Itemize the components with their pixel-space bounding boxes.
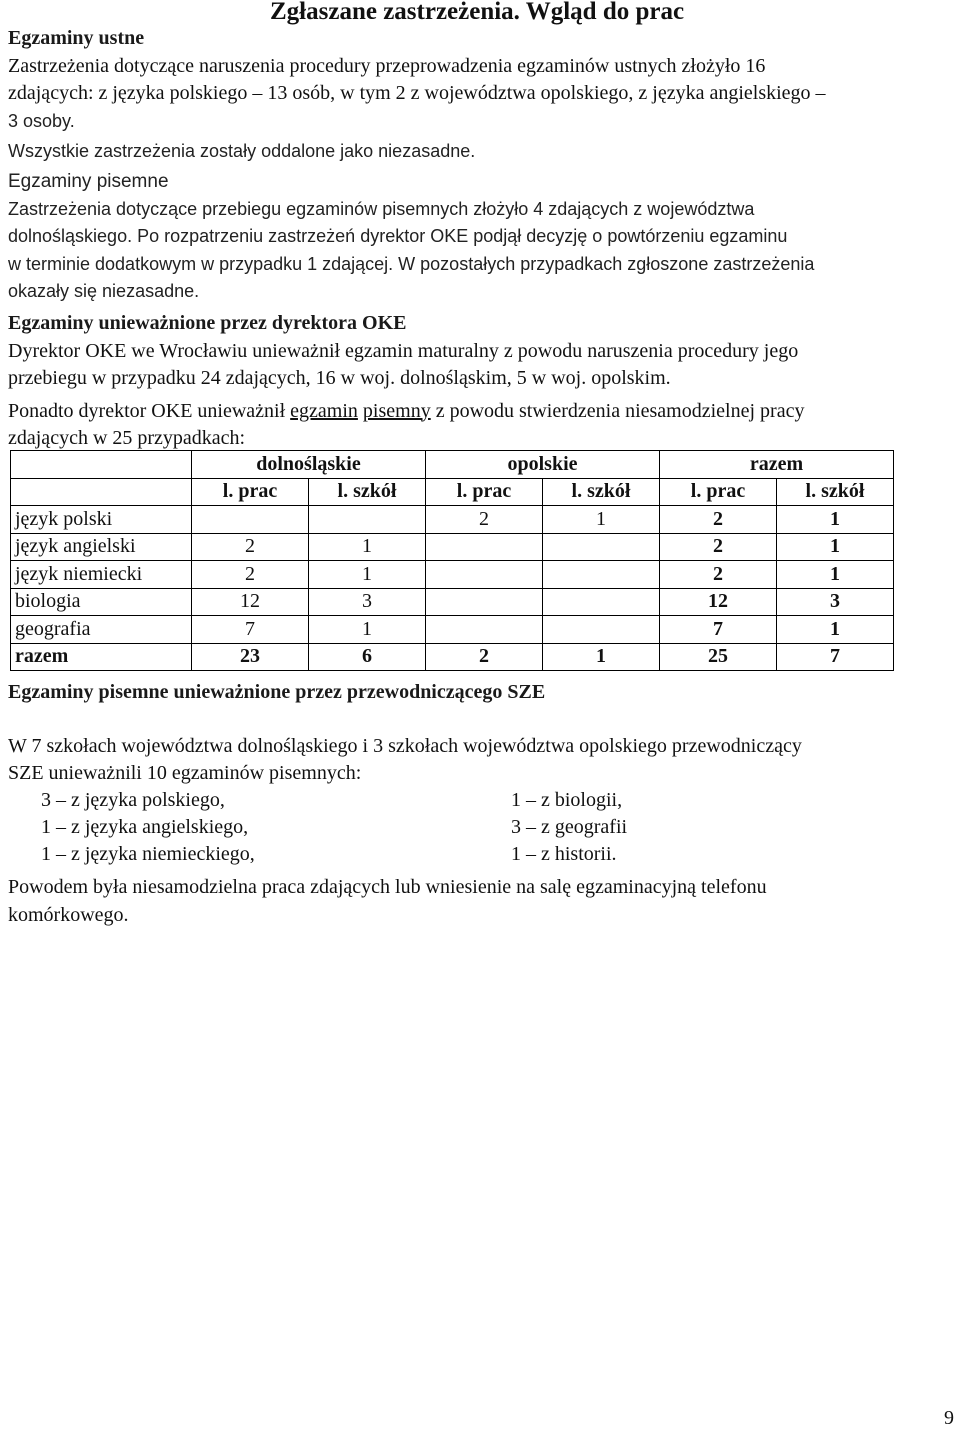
table-cell: 2 [660,533,777,561]
table-cell: 2 [192,561,309,589]
table-cell: 6 [309,643,426,671]
table-cell: 2 [192,533,309,561]
annulled-paragraph-line: przebiegu w przypadku 24 zdających, 16 w woj. dolnośląskim, 5 w woj. opolskim. [8,367,671,389]
table-row [11,533,894,561]
group-header: dolnośląskie [192,451,426,479]
table-cell [426,561,543,589]
row-label: razem [11,643,192,671]
underlined-word: egzamin [290,399,358,422]
table-cell [543,533,660,561]
table-cell: 2 [660,561,777,589]
table-cell: 3 [309,588,426,616]
table-cell: 1 [543,643,660,671]
table-cell: 1 [309,561,426,589]
row-label: język angielski [11,533,192,561]
table-cell [543,616,660,644]
written-section [8,168,938,306]
table-cell: 7 [192,616,309,644]
row-label: biologia [11,588,192,616]
table-cell: 1 [309,533,426,561]
table-cell [192,506,309,534]
reason-line: komórkowego. [8,903,129,926]
reason-line: Powodem była niesamodzielna praca zdających lub wniesienie na salę egzaminacyjną telefonu [8,876,767,898]
list-item: 1 – z języka niemieckiego, [41,843,255,865]
underlined-word: pisemny [362,399,431,422]
annulled-paragraph-line: zdających w 25 przypadkach: [8,427,246,449]
table-cell: 1 [543,506,660,534]
sze-paragraph-line: SZE unieważnili 10 egzaminów pisemnych: [8,762,362,784]
annulled-text: Ponadto dyrektor OKE unieważnił [8,399,291,422]
subheader: l. szkół [309,478,426,506]
annulled-section [8,310,938,453]
written-paragraph-line: w terminie dodatkowym w przypadku 1 zdającej. W pozostałych przypadkach zgłoszone zastrzeżenia [8,253,815,274]
table-cell [543,561,660,589]
table-row [11,561,894,589]
table-cell: 23 [192,643,309,671]
annulled-heading: Egzaminy unieważnione przez dyrektora OKE [8,312,407,334]
list-item: 1 – z historii. [511,843,617,865]
written-paragraph-line: Zastrzeżenia dotyczące przebiegu egzaminów pisemnych złożyło 4 zdających z województwa [8,198,755,219]
table-cell: 12 [192,588,309,616]
table-cell: 1 [777,533,894,561]
page-number: 9 [944,1407,954,1429]
sze-section [8,679,938,788]
table-cell: 2 [426,643,543,671]
table-cell: 3 [777,588,894,616]
page-title: Zgłaszane zastrzeżenia. Wgląd do prac [270,0,685,25]
table-cell: 12 [660,588,777,616]
table-cell: 2 [426,506,543,534]
oral-heading: Egzaminy ustne [8,27,145,49]
list-item: 1 – z biologii, [511,789,623,811]
subheader: l. prac [660,478,777,506]
oral-paragraph-line: 3 osoby. [8,110,75,131]
row-label: język polski [11,506,192,534]
table-total-row [11,643,894,671]
list-item: 3 – z języka polskiego, [41,789,225,811]
table-cell [543,588,660,616]
annulled-paragraph-line: Dyrektor OKE we Wrocławiu unieważnił egzamin maturalny z powodu naruszenia procedury jego [8,339,799,362]
subheader: l. prac [426,478,543,506]
sze-reason [8,874,938,929]
table-cell: 2 [660,506,777,534]
table-row [11,616,894,644]
table-row [11,588,894,616]
subheader: l. szkół [777,478,894,506]
written-paragraph-line: okazały się niezasadne. [8,281,200,301]
list-item: 1 – z języka angielskiego, [41,816,249,838]
oral-paragraph-line: Zastrzeżenia dotyczące naruszenia procedury przeprowadzenia egzaminów ustnych złożyło 16 [8,54,766,77]
subheader: l. prac [192,478,309,506]
annulled-text: z powodu stwierdzenia niesamodzielnej pracy [430,399,805,422]
written-heading: Egzaminy pisemne [8,171,169,192]
group-header: razem [660,451,894,479]
table-cell [309,506,426,534]
table-cell [426,533,543,561]
group-header: opolskie [426,451,660,479]
table-cell [426,616,543,644]
table-cell [426,588,543,616]
sze-heading: Egzaminy pisemne unieważnione przez przewodniczącego SZE [8,681,546,703]
subheader: l. szkół [543,478,660,506]
annulled-paragraph-2 [8,398,938,426]
row-label: geografia [11,616,192,644]
written-paragraph-line: dolnośląskiego. Po rozpatrzeniu zastrzeżeń dyrektor OKE podjął decyzję o powtórzeniu egzaminu [8,226,788,246]
table-cell: 1 [777,616,894,644]
list-item: 3 – z geografii [511,816,628,838]
oral-section [8,25,938,166]
table-subheader-row [11,478,894,506]
table-cell: 1 [309,616,426,644]
row-label: język niemiecki [11,561,192,589]
annulled-table [10,450,894,671]
table-group-header-row [11,451,894,479]
oral-paragraph-line: zdających: z języka polskiego – 13 osób, w tym 2 z województwa opolskiego, z języka angielskiego – [8,82,826,104]
oral-conclusion: Wszystkie zastrzeżenia zostały oddalone jako niezasadne. [8,141,476,161]
table-cell: 7 [777,643,894,671]
table-cell: 1 [777,561,894,589]
sze-paragraph-line: W 7 szkołach województwa dolnośląskiego i 3 szkołach województwa opolskiego przewodniczący [8,734,802,757]
table-cell: 25 [660,643,777,671]
table-cell: 7 [660,616,777,644]
table-row [11,506,894,534]
table-cell: 1 [777,506,894,534]
